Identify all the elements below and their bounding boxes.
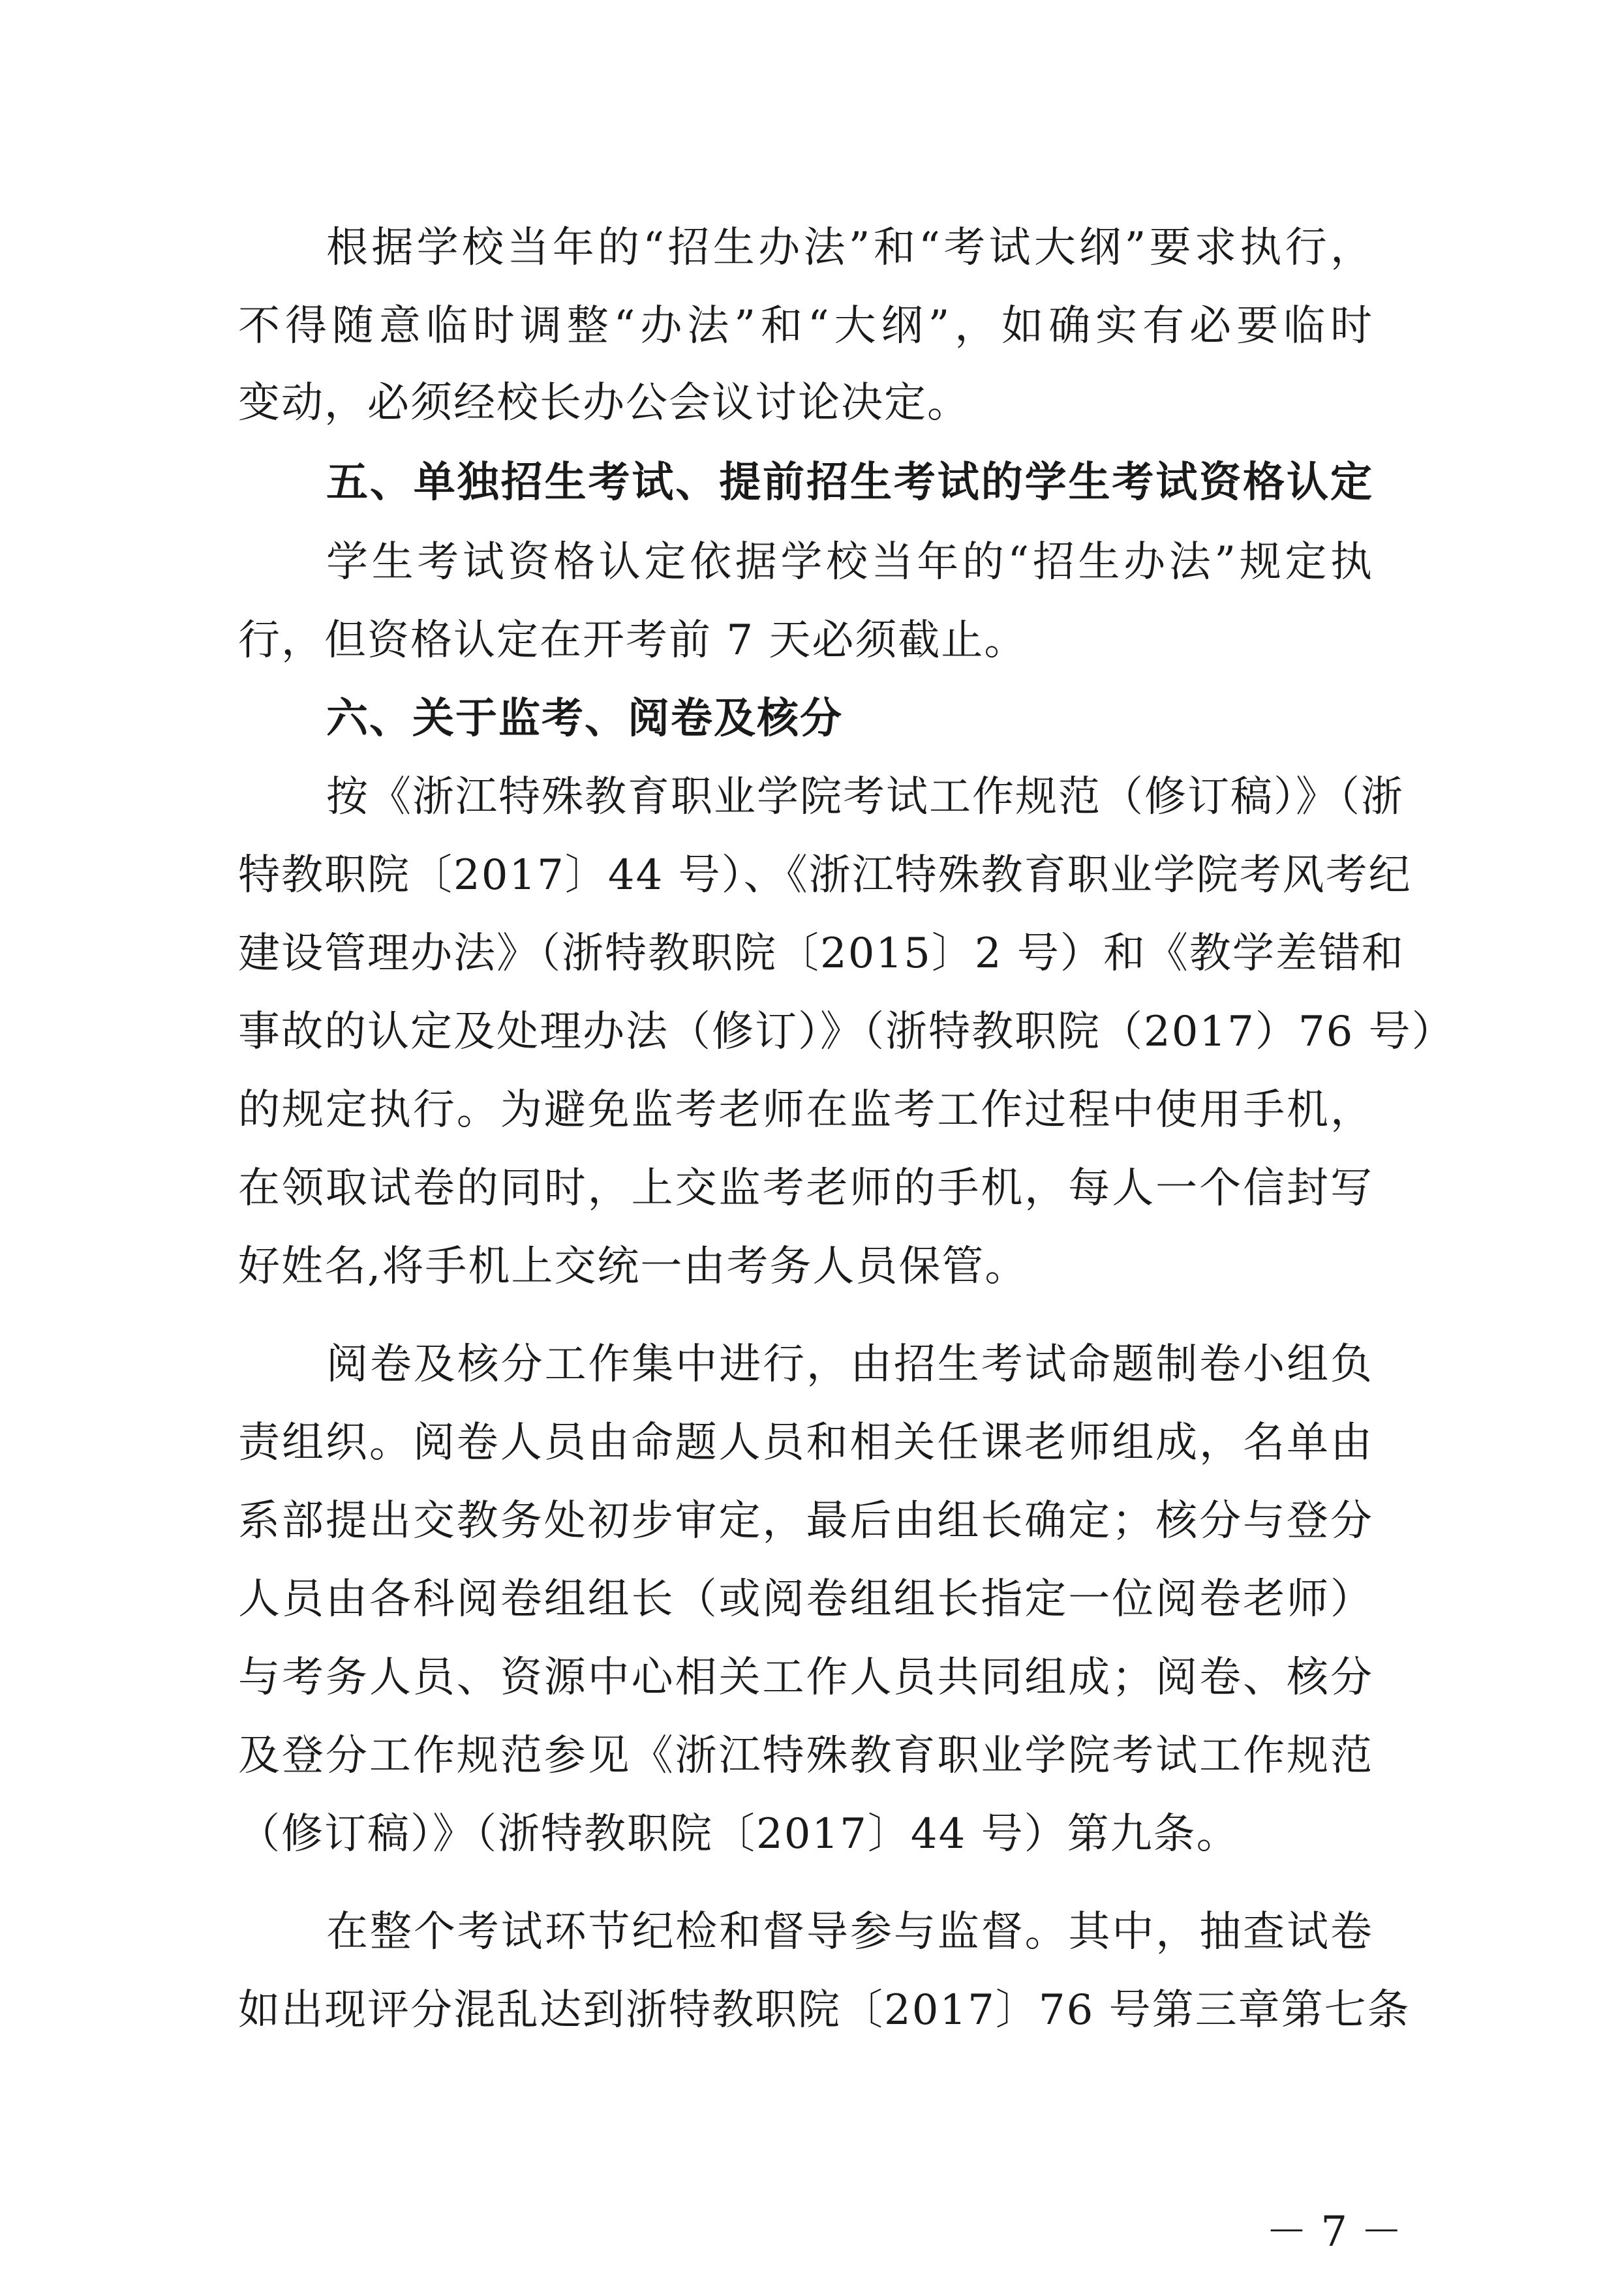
paragraph-line: 在领取试卷的同时，上交监考老师的手机，每人一个信封写 [238,1164,1373,1213]
paragraph-line: 与考务人员、资源中心相关工作人员共同组成；阅卷、核分 [238,1654,1373,1702]
paragraph-line: 及登分工作规范参见《浙江特殊教育职业学院考试工作规范 [238,1732,1373,1780]
paragraph-line: 好姓名,将手机上交统一由考务人员保管。 [238,1243,1028,1291]
paragraph-line: 阅卷及核分工作集中进行，由招生考试命题制卷小组负 [326,1340,1373,1389]
paragraph-line: 按《浙江特殊教育职业学院考试工作规范（修订稿）》（浙 [326,773,1404,821]
paragraph-line: 变动，必须经校长办公会议讨论决定。 [238,379,970,427]
section-heading-6: 六、关于监考、阅卷及核分 [326,695,843,743]
paragraph-line: 人员由各科阅卷组组长（或阅卷组组长指定一位阅卷老师） [238,1575,1373,1624]
paragraph-line: 特教职院〔2017〕44 号）、《浙江特殊教育职业学院考风考纪 [238,851,1412,899]
paragraph-line: 责组织。阅卷人员由命题人员和相关任课老师组成，名单由 [238,1419,1373,1467]
page-number: － 7 － [1266,2208,1403,2256]
paragraph-line: 的规定执行。为避免监考老师在监考工作过程中使用手机， [238,1086,1373,1134]
paragraph-line: （修订稿）》（浙特教职院〔2017〕44 号）第九条。 [238,1810,1240,1858]
paragraph-line: 系部提出交教务处初步审定，最后由组长确定；核分与登分 [238,1497,1373,1545]
paragraph-line: 学生考试资格认定依据学校当年的“招生办法”规定执 [326,538,1373,586]
section-heading-5: 五、单独招生考试、提前招生考试的学生考试资格认定 [326,459,1373,507]
paragraph-line: 不得随意临时调整“办法”和“大纲”，如确实有必要临时 [238,302,1373,350]
paragraph-line: 行，但资格认定在开考前 7 天必须截止。 [238,616,1028,665]
paragraph-line: 建设管理办法》（浙特教职院〔2015〕2 号）和《教学差错和 [238,929,1405,978]
paragraph-line: 事故的认定及处理办法（修订）》（浙特教职院（2017）76 号） [238,1008,1455,1056]
paragraph-line: 根据学校当年的“招生办法”和“考试大纲”要求执行， [326,224,1373,272]
paragraph-line: 在整个考试环节纪检和督导参与监督。其中，抽查试卷 [326,1908,1373,1956]
paragraph-line: 如出现评分混乱达到浙特教职院〔2017〕76 号第三章第七条 [238,1986,1411,2034]
